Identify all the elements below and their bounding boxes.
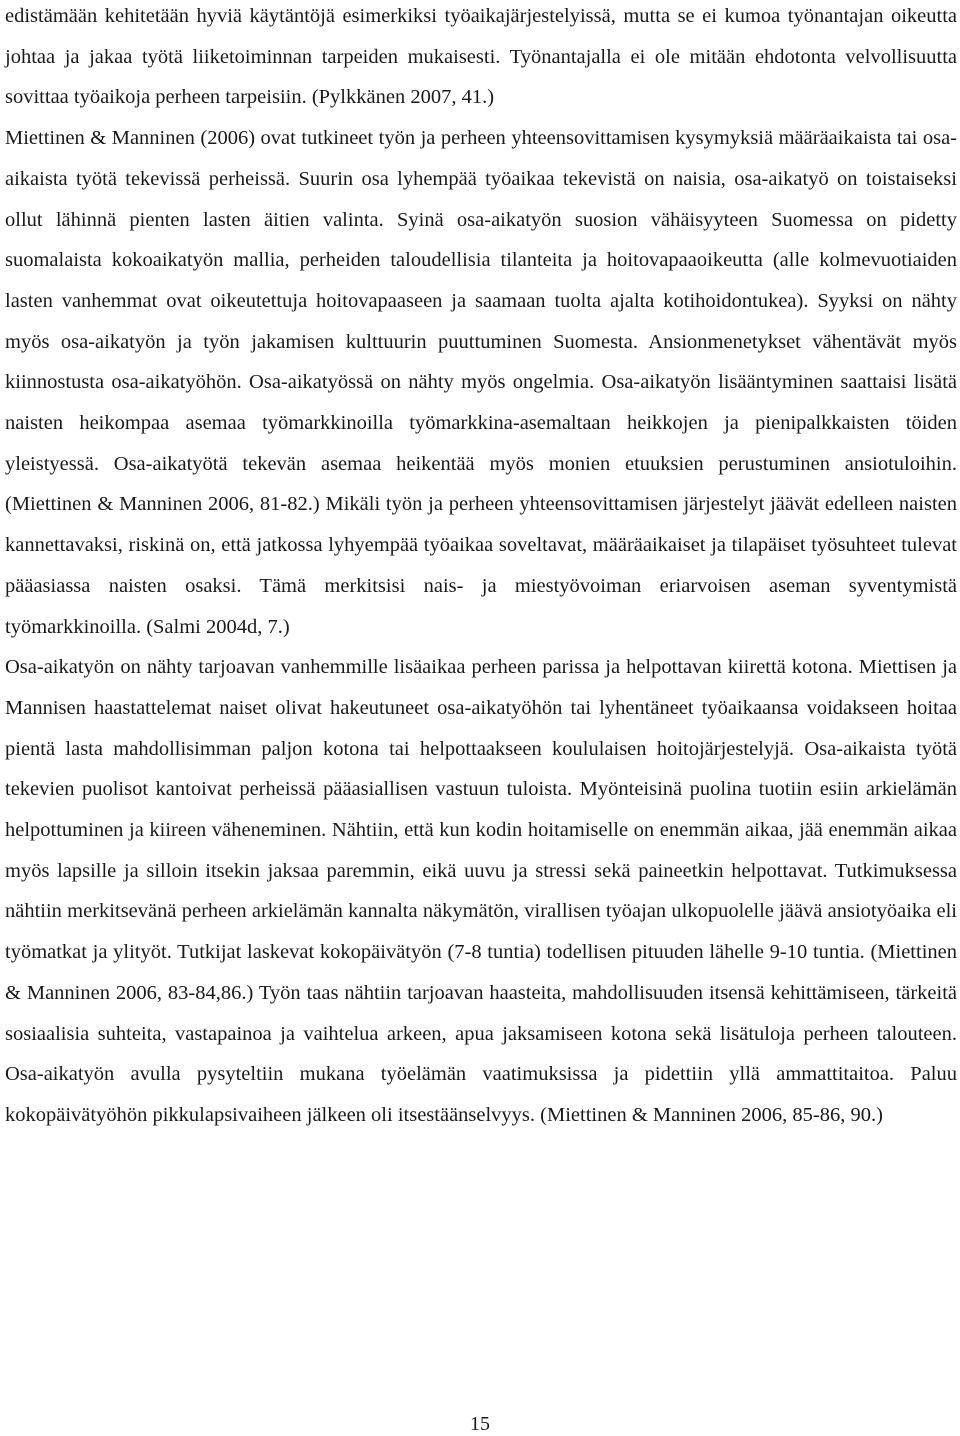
paragraph-2: Miettinen & Manninen (2006) ovat tutkineet työn ja perheen yhteensovittamisen kysymyksiä määräaikaista tai osa-aikaista työtä tekevissä perheissä. Suurin osa lyhempää työaikaa tekevistä on naisia, osa-aikatyö on toistaiseksi ollut lähinnä pienten lasten äitien valinta. Syinä osa-aikatyön suosion vähäisyyteen Suomessa on pidetty suomalaista kokoaikatyön mallia, perheiden taloudellisia tilanteita ja hoitovapaaoikeutta (alle kolmevuotiaiden lasten vanhemmat ovat oikeutettuja hoitovapaaseen ja saamaan tuolta ajalta kotihoidontukea). Syyksi on nähty myös osa-aikatyön ja työn jakamisen kulttuurin puuttuminen Suomesta. Ansionmenetykset vähentävät myös kiinnostusta osa-aikatyöhön. Osa-aikatyössä on nähty myös ongelmia. Osa-aikatyön lisääntyminen saattaisi lisätä naisten heikompaa asemaa työmarkkinoilla työmarkkina-asemaltaan heikkojen ja pienipalkkaisten töiden yleistyessä. Osa-aikatyötä tekevän asemaa heikentää myös monien etuuksien perustuminen ansiotuloihin. (Miettinen & Manninen 2006, 81-82.) Mikäli työn ja perheen yhteensovittamisen järjestelyt jäävät edelleen naisten kannettavaksi, riskinä on, että jatkossa lyhyempää työaikaa soveltavat, määräaikaiset ja tilapäiset työsuhteet tulevat pääasiassa naisten osaksi. Tämä merkitsisi nais- ja miestyövoiman eriarvoisen aseman syventymistä työmarkkinoilla. (Salmi 2004d, 7.) xyxy=(5,127,957,638)
page-number: 15 xyxy=(470,1413,490,1435)
paragraph-3: Osa-aikatyön on nähty tarjoavan vanhemmille lisäaikaa perheen parissa ja helpottavan kiirettä kotona. Miettisen ja Mannisen haastattelemat naiset olivat hakeutuneet osa-aikatyöhön tai lyhentäneet työaikaansa voidakseen hoitaa pientä lasta mahdollisimman paljon kotona tai helpottaakseen koululaisen hoitojärjestelyjä. Osa-aikaista työtä tekevien puolisot kantoivat perheissä pääasiallisen vastuun tuloista. Myönteisinä puolina tuotiin esiin arkielämän helpottuminen ja kiireen väheneminen. Nähtiin, että kun kodin hoitamiselle on enemmän aikaa, jää enemmän aikaa myös lapsille ja silloin itsekin jaksaa paremmin, eikä uuvu ja stressi sekä paineetkin helpottavat. Tutkimuksessa nähtiin merkitsevänä perheen arkielämän kannalta näkymätön, virallisen työajan ulkopuolelle jäävä ansiotyöaika eli työmatkat ja ylityöt. Tutkijat laskevat kokopäivätyön (7-8 tuntia) todellisen pituuden lähelle 9-10 tuntia. (Miettinen & Manninen 2006, 83-84,86.) Työn taas nähtiin tarjoavan haasteita, mahdollisuuden itsensä kehittämiseen, tärkeitä sosiaalisia suhteita, vastapainoa ja vaihtelua arkeen, apua jaksamiseen kotona sekä lisätuloja perheen talouteen. Osa-aikatyön avulla pysyteltiin mukana työelämän vaatimuksissa ja pidettiin yllä ammattitaitoa. Paluu kokopäivätyöhön pikkulapsivaiheen jälkeen oli itsestäänselvyys. (Miettinen & Manninen 2006, 85-86, 90.) xyxy=(5,656,957,1126)
document-page xyxy=(5,0,957,1436)
paragraph-1: edistämään kehitetään hyviä käytäntöjä esimerkiksi työaikajärjestelyissä, mutta se ei kumoa työnantajan oikeutta johtaa ja jakaa työtä liiketoiminnan tarpeiden mukaisesti. Työnantajalla ei ole mitään ehdotonta velvollisuutta sovittaa työaikoja perheen tarpeisiin. (Pylkkänen 2007, 41.) xyxy=(5,5,957,109)
